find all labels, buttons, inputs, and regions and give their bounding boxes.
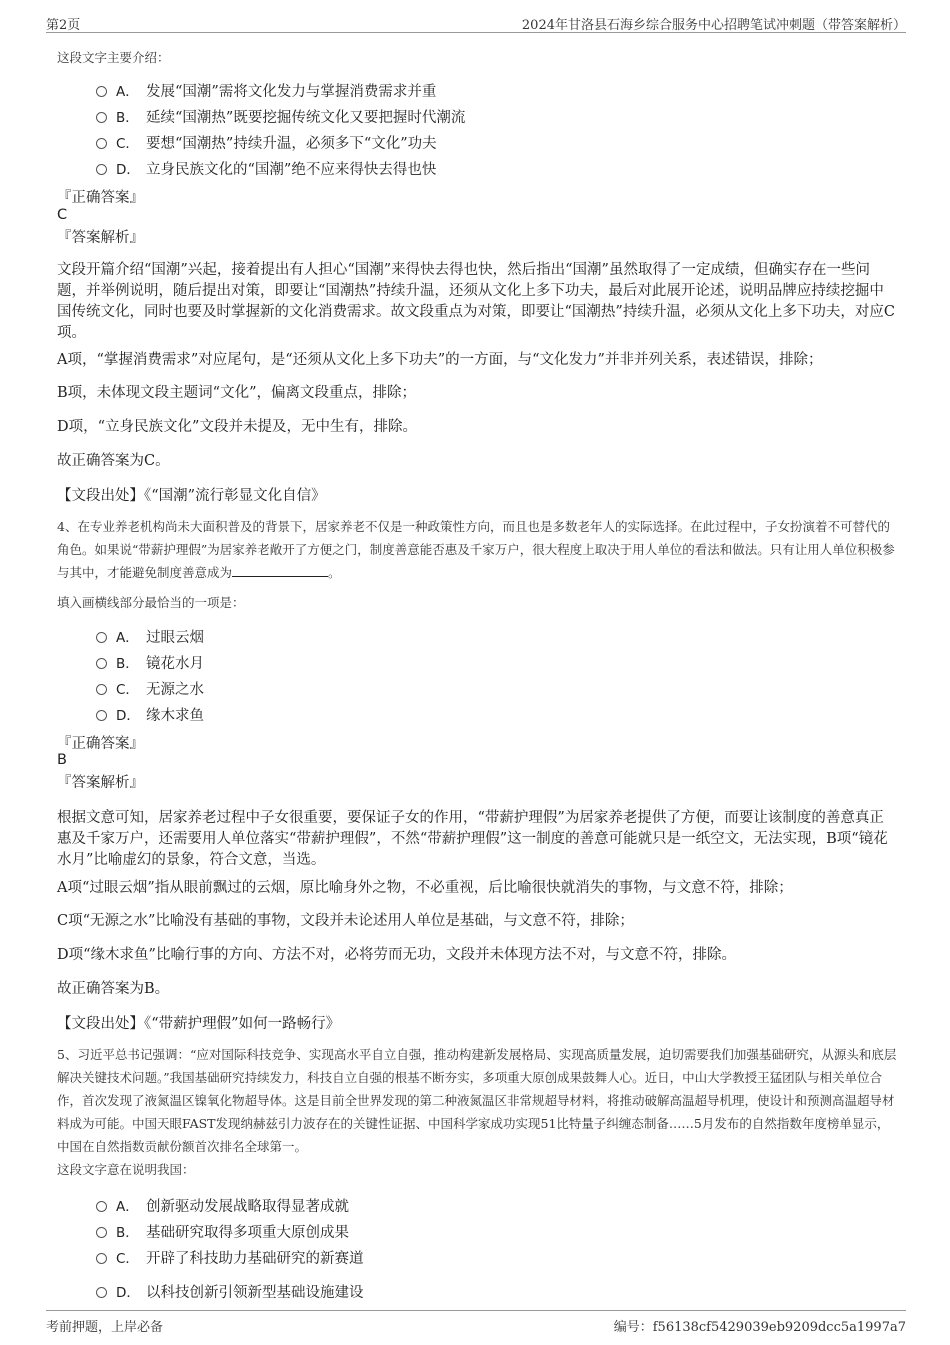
q5-option-c[interactable]: C． 开辟了科技助力基础研究的新赛道 <box>96 1248 364 1270</box>
radio-icon[interactable] <box>96 632 107 643</box>
q5-option-a[interactable]: A． 创新驱动发展战略取得显著成就 <box>96 1196 349 1218</box>
q3-option-d[interactable]: D． 立身民族文化的“国潮”绝不应来得快去得也快 <box>96 159 436 181</box>
q3-option-b[interactable]: B． 延续“国潮热”既要挖掘传统文化又要把握时代潮流 <box>96 107 465 129</box>
radio-icon[interactable] <box>96 1227 107 1238</box>
page-number: 第2页 <box>46 18 81 33</box>
radio-icon[interactable] <box>96 1253 107 1264</box>
q5-question-text: 5、习近平总书记强调：“应对国际科技竞争、实现高水平自立自强，推动构建新发展格局、实现高质量发展，迫切需要我们加强基础研究，从源头和底层解决关键技术问题。”我国基础研究持续发力，科技自立自强的根基不断夯实，多项重大原创成果鼓舞人心。近日，中山大学教授王猛团队与相关单位合作，首次发现了液氮温区镍氧化物超导体。这是目前全世界发现的第二种液氮温区非常规超导材料，将推动破解高温超导机理，使设计和预测高温超导材料成为可能。中国天眼FAST发现纳赫兹引力波存在的关键性证据、中国科学家成功实现51比特量子纠缠态制备……5月发布的自然指数年度榜单显示，中国在自然指数贡献份额首次排名全球第一。 <box>57 1047 897 1154</box>
q4-question-text: 4、在专业养老机构尚未大面积普及的背景下，居家养老不仅是一种政策性方向，而且也是多数老年人的实际选择。在此过程中，子女扮演着不可替代的角色。如果说“带薪护理假”为居家养老敞开了方便之门，制度善意能否惠及千家万户，很大程度上取决于用人单位的看法和做法。只有让用人单位积极参与其中，才能避免制度善意成为 。 <box>57 519 895 580</box>
q4-source: 【文段出处】《“带薪护理假”如何一路畅行》 <box>57 1016 341 1032</box>
q3-answer: C <box>57 207 68 223</box>
q3-analysis: 文段开篇介绍“国潮”兴起，接着提出有人担心“国潮”来得快去得也快，然后指出“国潮”虽然取得了一定成绩，但确实存在一些问题，并举例说明，随后提出对策，即要让“国潮热”持续升温，还须从文化上多下功夫，最后对此展开论述，说明品牌应持续挖掘中国传统文化，同时也要及时掌握新的文化消费需求。故文段重点为对策，即要让“国潮热”持续升温，必须从文化上多下功夫，对应C项。 <box>57 262 895 341</box>
q4-analysis-label: 『答案解析』 <box>57 775 144 791</box>
radio-icon[interactable] <box>96 164 107 175</box>
q4-answer: B <box>57 752 67 768</box>
q4-answer-label: 『正确答案』 <box>57 736 144 752</box>
radio-icon[interactable] <box>96 112 107 123</box>
page-footer <box>46 1310 906 1335</box>
q3-note-a: A项，“掌握消费需求”对应尾句，是“还须从文化上多下功夫”的一方面，与“文化发力”并非并列关系，表述错误，排除； <box>57 352 823 368</box>
q3-note-d: D项，“立身民族文化”文段并未提及，无中生有，排除。 <box>57 419 417 435</box>
fill-blank <box>232 564 328 577</box>
q3-source: 【文段出处】《“国潮”流行彰显文化自信》 <box>57 488 326 504</box>
q4-prompt: 填入画横线部分最恰当的一项是： <box>57 595 245 610</box>
q3-analysis-label: 『答案解析』 <box>57 230 144 246</box>
q4-option-a[interactable]: A． 过眼云烟 <box>96 627 204 649</box>
radio-icon[interactable] <box>96 1201 107 1212</box>
document-title: 2024年甘洛县石海乡综合服务中心招聘笔试冲刺题（带答案解析） <box>521 18 906 33</box>
q5-option-b[interactable]: B． 基础研究取得多项重大原创成果 <box>96 1222 349 1244</box>
q4-conclusion: 故正确答案为B。 <box>57 981 170 997</box>
q5-prompt: 这段文字意在说明我国： <box>57 1162 195 1177</box>
q3-conclusion: 故正确答案为C。 <box>57 453 170 469</box>
q4-note-c: C项“无源之水”比喻没有基础的事物，文段并未论述用人单位是基础，与文意不符，排除； <box>57 913 634 929</box>
radio-icon[interactable] <box>96 710 107 721</box>
radio-icon[interactable] <box>96 86 107 97</box>
document-code: 编号：f56138cf5429039eb9209dcc5a1997a7 <box>613 1320 906 1335</box>
q4-note-d: D项“缘木求鱼”比喻行事的方向、方法不对，必将劳而无功，文段并未体现方法不对，与文意不符，排除。 <box>57 947 736 963</box>
q4-analysis: 根据文意可知，居家养老过程中子女很重要，要保证子女的作用，“带薪护理假”为居家养老提供了方便，而要让该制度的善意真正惠及千家万户，还需要用人单位落实“带薪护理假”，不然“带薪护理假”这一制度的善意可能就只是一纸空文，无法实现，B项“镜花水月”比喻虚幻的景象，符合文意，当选。 <box>57 810 888 868</box>
q3-note-b: B项，未体现文段主题词“文化”，偏离文段重点，排除； <box>57 385 416 401</box>
q3-option-a[interactable]: A． 发展“国潮”需将文化发力与掌握消费需求并重 <box>96 81 436 103</box>
q4-option-d[interactable]: D． 缘木求鱼 <box>96 705 204 727</box>
q3-prompt: 这段文字主要介绍： <box>57 50 170 65</box>
footer-slogan: 考前押题，上岸必备 <box>46 1320 164 1335</box>
q4-option-b[interactable]: B． 镜花水月 <box>96 653 204 675</box>
q4-option-c[interactable]: C． 无源之水 <box>96 679 204 701</box>
radio-icon[interactable] <box>96 1287 107 1298</box>
q5-option-d[interactable]: D． 以科技创新引领新型基础设施建设 <box>96 1282 364 1304</box>
radio-icon[interactable] <box>96 658 107 669</box>
q4-note-a: A项“过眼云烟”指从眼前飘过的云烟，原比喻身外之物，不必重视，后比喻很快就消失的事物，与文意不符，排除； <box>57 880 793 896</box>
q3-option-c[interactable]: C． 要想“国潮热”持续升温，必须多下“文化”功夫 <box>96 133 437 155</box>
page-header <box>46 10 906 33</box>
radio-icon[interactable] <box>96 138 107 149</box>
q3-answer-label: 『正确答案』 <box>57 190 144 206</box>
radio-icon[interactable] <box>96 684 107 695</box>
